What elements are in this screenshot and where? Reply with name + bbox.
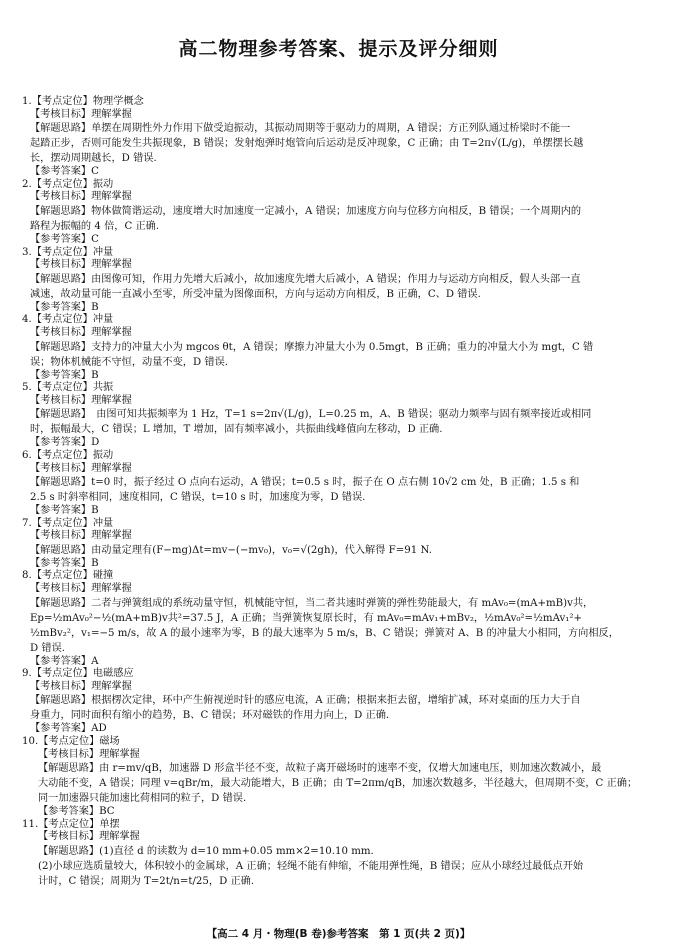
assessment-target: 【考核目标】理解掌握 [30,583,132,595]
question-block [22,736,658,819]
question-header [22,314,658,327]
solution-line: 【解题思路】由图像可知，作用力先增大后减小，故加速度先增大后减小，A 错误；作用力与运动方向相反，假人头部一直 [30,273,581,285]
solution-line: 同一加速器只能加速比荷相同的粒子，D 错误. [38,793,247,805]
question-header [22,819,658,832]
solution-line: 【解题思路】由 r=mv/qB，加速器 D 形盒半径不变，故粒子离开磁场时的速率不变，仅增大加速电压，则加速次数减小，最 [38,763,602,775]
question-block [22,570,658,668]
question-number: 6. [22,449,32,461]
solution-line: 身重力，同时面积有缩小的趋势，B、C 错误；环对磁铁的作用力向上，D 正确. [30,710,390,722]
assessment-target: 【考核目标】理解掌握 [30,680,132,692]
solution-line: 【解题思路】由动量定理有(F−mg)Δt=mv−(−mv₀)，v₀=√(2gh)，代入解得 F=91 N. [30,544,432,556]
solution-line: 2.5 s 时斜率相同，速度相同，C 错误，t=10 s 时，加速度为零，D 错误. [30,492,366,504]
solution-line: 【解题思路】t=0 时，振子经过 O 点向右运动，A 错误；t=0.5 s 时，振子在 O 点右侧 10√2 cm 处，B 正确；1.5 s 和 [30,477,580,489]
reference-answer: 【参考答案】BC [38,806,115,818]
solution-line: (2)小球应选质量较大，体积较小的金属球，A 正确；轻绳不能有伸缩，不能用弹性绳，B 错误；应从小球经过最低点开始 [38,861,584,872]
assessment-target: 【考核目标】理解掌握 [30,191,132,203]
reference-answer: 【参考答案】AD [30,723,107,735]
solution-line: 【解题思路】(1)直径 d 的读数为 d=10 mm+0.05 mm×2=10.10 mm. [38,846,374,857]
reference-answer: 【参考答案】C [30,233,99,245]
solution-line: 长，摆动周期越长，D 错误. [30,153,157,165]
solution-line: D 错误. [30,642,66,654]
assessment-target: 【考核目标】理解掌握 [30,394,132,406]
reference-answer: 【参考答案】B [30,505,99,517]
assessment-target: 【考核目标】理解掌握 [38,748,140,760]
solution-line: 【解题思路】根据楞次定律，环中产生俯视逆时针的感应电流，A 正确；根据来拒去留，增缩扩减，环对桌面的压力大于自 [30,695,581,707]
question-number: 2. [22,178,32,190]
solution-line: 【解题思路】支持力的冲量大小为 mgcos θt，A 错误；摩擦力冲量大小为 0.5mgt，B 正确；重力的冲量大小为 mgt，C 错 [30,341,594,353]
question-number: 10. [22,736,39,748]
question-header [22,382,658,395]
question-block [22,96,658,179]
assessment-target: 【考核目标】理解掌握 [38,831,140,843]
question-block [22,668,658,736]
solution-line: 【解题思路】 由图可知共振频率为 1 Hz，T=1 s=2π√(L/g)，L=0.25 m，A、B 错误；驱动力频率与固有频率接近或相同 [30,409,592,421]
assessment-target: 【考核目标】理解掌握 [30,326,132,338]
question-block [22,179,658,247]
question-block [22,450,658,518]
question-number: 9. [22,668,32,680]
solution-line: 减速，故动量可能一直减小至零，所受冲量为图像面积，方向与运动方向相反，B 正确，C、D 错误. [30,288,481,300]
question-number: 5. [22,382,32,394]
question-header [22,179,658,192]
question-block [22,314,658,382]
question-header [22,450,658,463]
solution-line: Ep=½mAv₀²−½(mA+mB)v共²=37.5 J，A 正确；当弹簧恢复原长时，有 mAv₀=mAv₁+mBv₂，½mAv₀²=½mAv₁²+ [30,612,582,624]
solution-line: 误；物体机械能不守恒，动量不变，D 错误. [30,356,229,368]
solution-line: 大动能不变，A 错误；同理 v=qBr/m，最大动能增大，B 正确；由 T=2πm/qB，加速次数越多，半径越大，但周期不变，C 正确； [38,778,638,790]
answer-list [22,96,658,889]
knowledge-point: 【考点定位】单摆 [38,818,120,830]
reference-answer: 【参考答案】B [30,301,99,313]
question-block [22,382,658,450]
solution-line: 起踏正步，否则可能发生共振现象，B 错误；发射炮弹时炮管向后运动是反冲现象，C 正确；由 T=2π√(L/g)，单摆摆长越 [30,138,584,150]
question-number: 7. [22,517,32,529]
question-header [22,247,658,260]
knowledge-point: 【考点定位】振动 [31,449,114,461]
assessment-target: 【考核目标】理解掌握 [30,108,132,120]
reference-answer: 【参考答案】B [30,557,99,569]
knowledge-point: 【考点定位】碰撞 [31,570,114,582]
question-number: 3. [22,246,32,258]
knowledge-point: 【考点定位】冲量 [31,517,114,529]
knowledge-point: 【考点定位】冲量 [31,246,114,258]
solution-line: 路程为振幅的 4 倍，C 正确. [30,220,160,232]
question-number: 4. [22,314,32,326]
solution-line: 计时，C 错误；周期为 T=2t/n=t/25，D 正确. [38,876,255,887]
reference-answer: 【参考答案】C [30,166,99,178]
solution-line: 【解题思路】物体做简谐运动，速度增大时加速度一定减小，A 错误；加速度方向与位移方向相反，B 错误；一个周期内的 [30,205,582,217]
question-block [22,518,658,571]
question-number: 8. [22,570,32,582]
knowledge-point: 【考点定位】磁场 [38,736,120,748]
reference-answer: 【参考答案】B [30,369,99,381]
assessment-target: 【考核目标】理解掌握 [30,462,132,474]
solution-line: ½mBv₂²，v₁=−5 m/s，故 A 的最小速率为零，B 的最大速率为 5 m/s，B、C 错误；弹簧对 A、B 的冲量大小相同，方向相反， [30,627,619,639]
question-header [22,736,658,749]
knowledge-point: 【考点定位】电磁感应 [31,668,134,680]
question-block [22,819,658,889]
reference-answer: 【参考答案】A [30,655,99,667]
question-number: 11. [22,818,39,830]
assessment-target: 【考核目标】理解掌握 [30,530,132,542]
assessment-target: 【考核目标】理解掌握 [30,259,132,271]
knowledge-point: 【考点定位】冲量 [31,314,114,326]
question-header [22,518,658,531]
knowledge-point: 【考点定位】物理学概念 [31,96,144,107]
reference-answer: 【参考答案】D [30,437,100,449]
page-footer: 【高二 4 月・物理(B 卷)参考答案 第 1 页(共 2 页)】 [206,928,471,940]
solution-line: 【解题思路】单摆在周期性外力作用下做受迫振动，其振动周期等于驱动力的周期，A 错误；方正列队通过桥梁时不能一 [30,123,571,135]
knowledge-point: 【考点定位】振动 [31,178,114,190]
question-header [22,570,658,583]
solution-line: 【解题思路】二者与弹簧组成的系统动量守恒，机械能守恒，当二者共速时弹簧的弹性势能最大，有 mAv₀=(mA+mB)v共， [30,597,594,609]
question-header [22,96,658,109]
knowledge-point: 【考点定位】共振 [31,382,114,394]
question-number: 1. [22,96,32,107]
question-block [22,247,658,315]
solution-line: 时，振幅最大，C 错误；L 增加，T 增加，固有频率减小，共振曲线峰值向左移动，D 正确. [30,424,443,436]
page-title: 高二物理参考答案、提示及评分细则 [178,38,499,60]
question-header [22,668,658,681]
